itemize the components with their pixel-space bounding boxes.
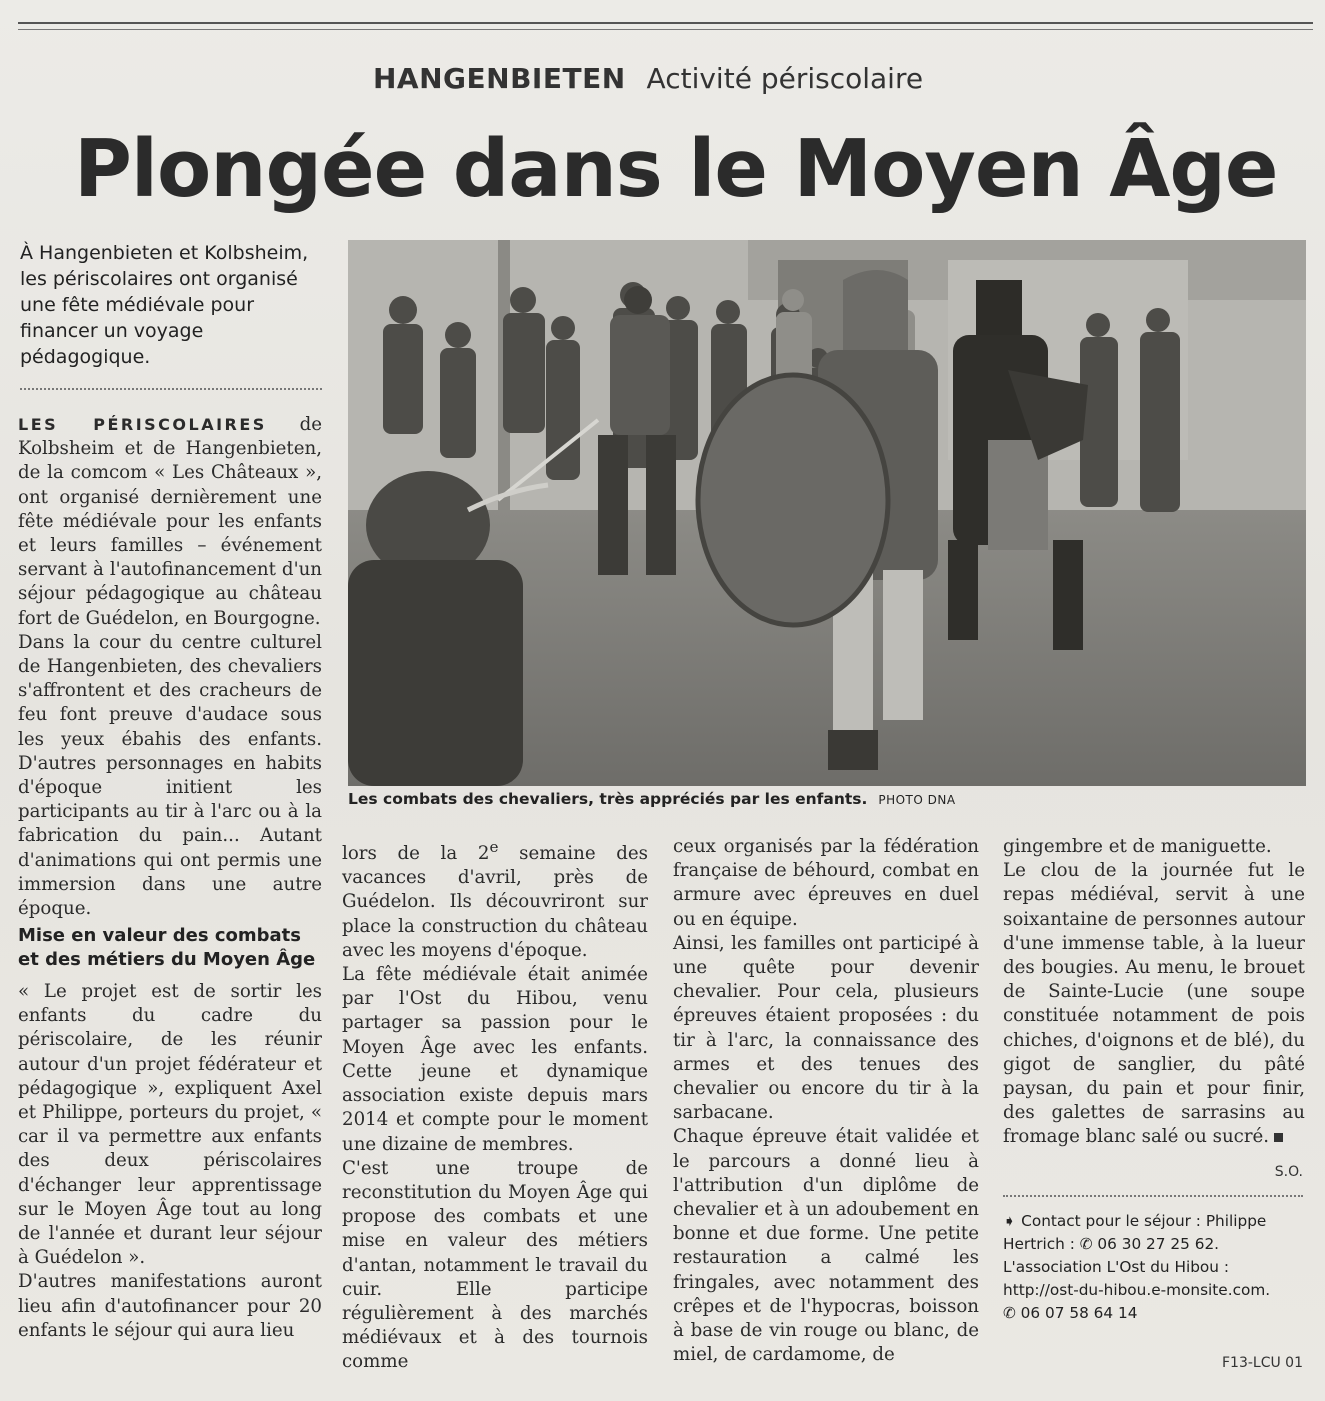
contact-text: Contact pour le séjour : Philippe Hertrich : ✆ 06 30 27 25 62. — [1003, 1212, 1267, 1253]
end-mark-icon — [1274, 1133, 1283, 1142]
bleed-through-left — [0, 40, 20, 1340]
superscript: e — [489, 838, 499, 856]
paragraph — [1003, 859, 1305, 1149]
paragraph: gingembre et de maniguette. — [1003, 836, 1272, 857]
subheading: Mise en valeur des combats et des métiers du Moyen Âge — [18, 925, 316, 970]
lede-divider — [20, 388, 322, 390]
paragraph: Ainsi, les familles ont participé à une quête pour devenir chevalier. Pour cela, plusieurs épreuves étaient proposées : du tir à l'arc, la connaissance des armes et des tenues des chevalier ou encore du tir à la sarbacane. — [673, 932, 979, 1124]
paragraph: « Le projet est de sortir les enfants du cadre du périscolaire, de les réunir autour d'un projet fédérateur et pédagogique », expliquent Axel et Philippe, porteurs du projet, « car il va permettre aux enfants des deux périscolaires d'échanger leur apprentissage sur le Moyen Âge tout au long de l'année et durant leur séjour à Guédelon ». — [18, 981, 322, 1269]
paragraph: D'autres manifestations auront lieu afin d'autofinancer pour 20 enfants le séjour qui aura lieu — [18, 1271, 322, 1341]
contact-divider — [1003, 1195, 1303, 1197]
paragraph — [18, 413, 322, 631]
author-signature: S.O. — [1274, 1164, 1303, 1180]
lead-capitals: LES PÉRISCOLAIRES — [18, 415, 267, 434]
contact-box — [1003, 1210, 1305, 1335]
paragraph-text: lors de la 2 — [342, 843, 490, 865]
arrow-icon: ➧ — [1003, 1212, 1022, 1230]
paragraph-text: de Kolbsheim et de Hangenbieten, de la comcom « Les Châteaux », ont organisé dernièrement une fête médiévale pour les enfants et leurs familles – événement servant à l'autofinancement d'un séjour pédagogique au château fort de Guédelon, en Bourgogne. — [18, 414, 322, 629]
paragraph — [342, 835, 648, 963]
paragraph: ceux organisés par la fédération française de béhourd, combat en armure avec épreuves en duel ou en équipe. — [673, 836, 979, 930]
article-column-2 — [342, 835, 648, 1373]
bleed-through-right — [1303, 40, 1325, 1340]
top-rule — [18, 22, 1313, 30]
paragraph: La fête médiévale était animée par l'Ost du Hibou, venu partager sa passion pour le Moyen Âge avec les enfants. Cette jeune et dynamique association existe depuis mars 2014 et compte pour le moment une dizaine de membres. — [342, 964, 648, 1155]
paragraph: C'est une troupe de reconstitution du Moyen Âge qui propose des combats et une mise en valeur des métiers d'antan, notamment le travail du cuir. Elle participe régulièrement à des marchés médiévaux et à des tournois comme — [342, 1157, 648, 1373]
paragraph-text: semaine des vacances d'avril, près de Guédelon. Ils découvriront sur place la construction du château avec les moyens d'époque. — [342, 843, 648, 961]
article-column-4 — [1003, 835, 1305, 1190]
kicker-category: Activité périscolaire — [646, 62, 924, 95]
article-photo — [348, 240, 1306, 786]
caption-text: Les combats des chevaliers, très appréciés par les enfants. — [348, 790, 868, 808]
knights-fight-photo — [348, 240, 1306, 786]
contact-line — [1003, 1210, 1305, 1256]
headline: Plongée dans le Moyen Âge — [74, 123, 1278, 215]
article-column-1-continued — [18, 980, 322, 1341]
page-code: F13-LCU 01 — [1221, 1355, 1303, 1371]
paragraph: Chaque épreuve était validée et le parcours a donné lieu à l'attribution d'un diplôme de chevalier et à un adoubement en bonne et due forme. Une petite restauration a calmé les fringales, avec notamment des crêpes et de l'hypocras, boisson à base de vin rouge ou blanc, de miel, de cardamome, de — [673, 1126, 979, 1366]
photo-credit: PHOTO DNA — [878, 793, 956, 807]
contact-line: L'association L'Ost du Hibou : — [1003, 1258, 1229, 1276]
article-column-3 — [673, 835, 979, 1366]
contact-phone: ✆ 06 07 58 64 14 — [1003, 1304, 1138, 1322]
contact-url: http://ost-du-hibou.e-monsite.com. — [1003, 1281, 1271, 1299]
photo-caption — [348, 790, 1308, 816]
article-column-1 — [18, 413, 322, 920]
paragraph-text: Le clou de la journée fut le repas médiéval, servit à une soixantaine de personnes autour d'une immense table, à la lueur des bougies. Au menu, le brouet de Sainte-Lucie (une soupe constituée notamment de pois chiches, d'oignons et de blé), du gigot de sanglier, du pâté paysan, du pain et pour finir, des galettes de sarrasins au fromage blanc salé ou sucré. — [1003, 860, 1305, 1148]
kicker-location: HANGENBIETEN — [373, 62, 626, 95]
kicker — [373, 62, 1133, 106]
paragraph: Dans la cour du centre culturel de Hangenbieten, des chevaliers s'affrontent et des cracheurs de feu font preuve d'audace sous les yeux ébahis des enfants. D'autres personnages en habits d'époque initient les participants au tir à l'arc ou à la fabrication du pain... Autant d'animations qui ont permis une immersion dans une autre époque. — [18, 631, 322, 920]
lede: À Hangenbieten et Kolbsheim, les périscolaires ont organisé une fête médiévale pour financer un voyage pédagogique. — [20, 242, 309, 368]
